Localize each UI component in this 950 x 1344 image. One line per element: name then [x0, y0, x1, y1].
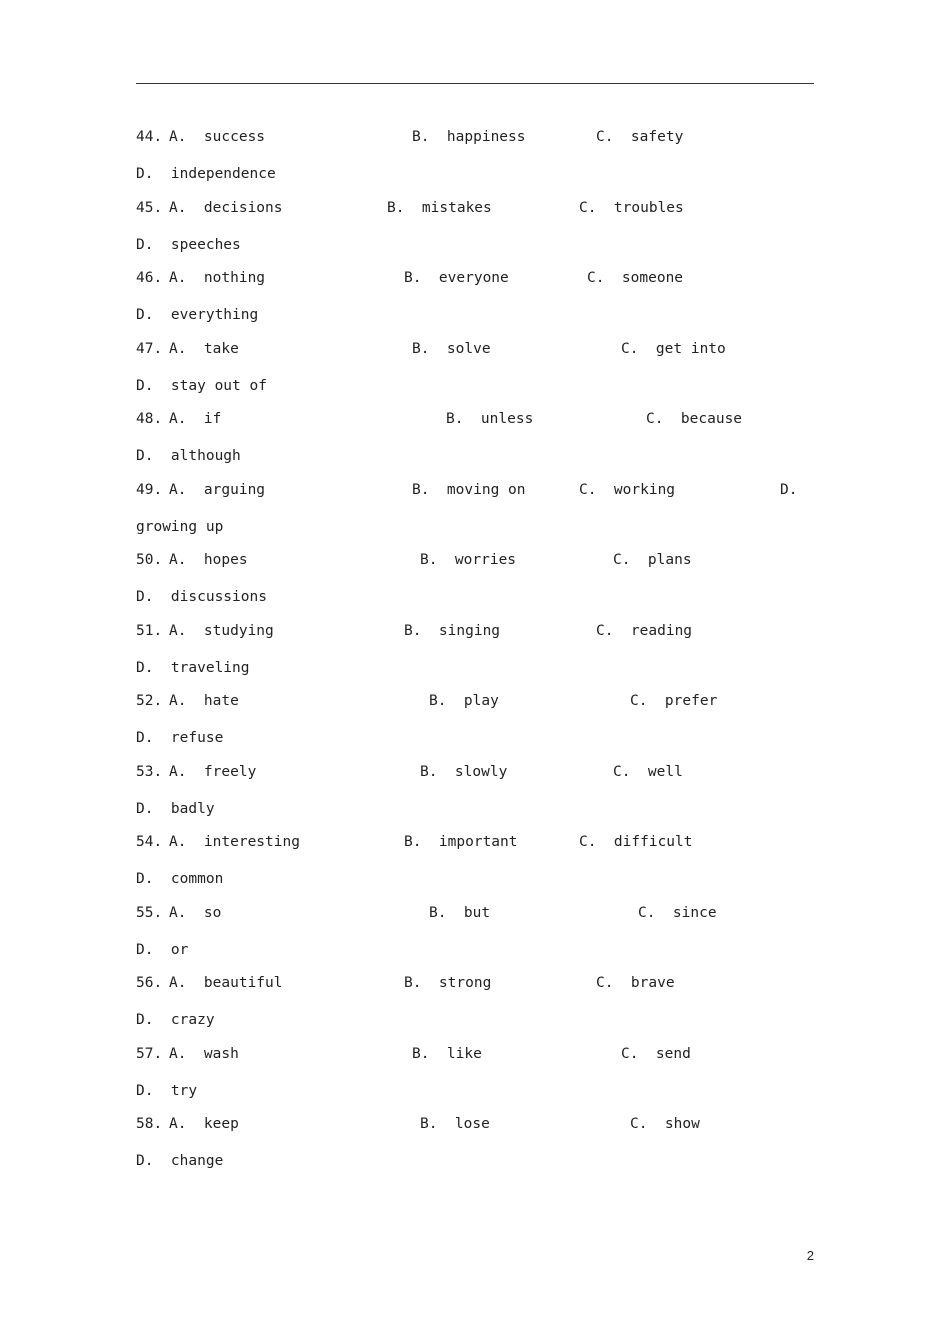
option-d: D. badly: [136, 800, 215, 817]
option-line: [136, 1080, 814, 1102]
option-d: D. independence: [136, 166, 276, 182]
option-line: [136, 939, 814, 961]
option-a: A. interesting: [169, 834, 300, 850]
option-c: C. get into: [621, 340, 726, 357]
option-c: C. working: [579, 481, 676, 498]
question-52: [136, 690, 814, 761]
option-b: B. lose: [420, 1116, 490, 1132]
question-46: [136, 267, 814, 338]
option-line: [136, 516, 814, 538]
question-line: [136, 902, 814, 924]
option-b: B. play: [429, 693, 499, 709]
option-line: [136, 234, 814, 256]
question-line: [136, 479, 814, 501]
option-b: B. moving on: [412, 481, 526, 498]
option-a: A. studying: [169, 622, 274, 639]
question-58: [136, 1113, 814, 1184]
option-a: A. beautiful: [169, 975, 283, 991]
question-line: [136, 1043, 814, 1065]
option-b: B. unless: [446, 411, 534, 427]
question-number: 46.: [136, 270, 163, 286]
question-47: [136, 338, 814, 409]
question-number: 47.: [136, 340, 163, 357]
option-c: C. since: [638, 904, 717, 921]
option-b: B. but: [429, 904, 491, 921]
option-a: A. so: [169, 904, 222, 921]
option-c: C. send: [621, 1045, 691, 1062]
question-line: [136, 197, 814, 219]
question-list: [136, 126, 814, 1184]
option-d: D. or: [136, 941, 189, 958]
question-line: [136, 549, 814, 571]
option-line: [136, 657, 814, 679]
option-c: C. show: [630, 1116, 700, 1132]
option-b: B. solve: [412, 340, 491, 357]
question-line: [136, 408, 814, 430]
option-a: A. wash: [169, 1045, 239, 1062]
question-45: [136, 197, 814, 268]
option-d-label: D.: [780, 481, 798, 498]
question-line: [136, 620, 814, 642]
option-b: B. singing: [404, 622, 501, 639]
option-line: [136, 304, 814, 326]
question-line: [136, 267, 814, 289]
question-number: 44.: [136, 129, 163, 145]
question-55: [136, 902, 814, 973]
option-line: [136, 1009, 814, 1031]
option-b: B. important: [404, 834, 518, 850]
option-line: [136, 727, 814, 749]
option-b: B. strong: [404, 975, 492, 991]
question-49: [136, 479, 814, 550]
option-b: B. worries: [420, 552, 517, 568]
question-line: [136, 690, 814, 712]
question-number: 56.: [136, 975, 163, 991]
question-50: [136, 549, 814, 620]
option-c: C. difficult: [579, 834, 693, 850]
option-c: C. someone: [587, 270, 684, 286]
option-d: D. although: [136, 448, 241, 464]
question-line: [136, 761, 814, 783]
option-d: D. traveling: [136, 659, 250, 676]
option-a: A. take: [169, 340, 239, 357]
question-number: 52.: [136, 693, 163, 709]
option-b: B. everyone: [404, 270, 509, 286]
option-d: D. crazy: [136, 1012, 215, 1028]
option-a: A. if: [169, 411, 222, 427]
option-d: D. common: [136, 871, 224, 887]
option-d: D. everything: [136, 307, 259, 323]
question-line: [136, 972, 814, 994]
question-44: [136, 126, 814, 197]
option-b: B. mistakes: [387, 199, 492, 216]
question-number: 51.: [136, 622, 163, 639]
question-number: 49.: [136, 481, 163, 498]
option-b: B. slowly: [420, 763, 508, 780]
page-number: 2: [806, 1248, 814, 1263]
option-d: D. try: [136, 1082, 198, 1099]
option-a: A. nothing: [169, 270, 266, 286]
option-a: A. freely: [169, 763, 257, 780]
option-d-text: growing up: [136, 518, 224, 535]
option-line: [136, 798, 814, 820]
question-line: [136, 338, 814, 360]
option-line: [136, 1150, 814, 1172]
question-51: [136, 620, 814, 691]
question-number: 45.: [136, 199, 163, 216]
option-d: D. stay out of: [136, 377, 267, 394]
option-c: C. troubles: [579, 199, 684, 216]
option-line: [136, 163, 814, 185]
question-line: [136, 126, 814, 148]
option-c: C. brave: [596, 975, 675, 991]
question-line: [136, 831, 814, 853]
question-number: 57.: [136, 1045, 163, 1062]
question-53: [136, 761, 814, 832]
option-d: D. speeches: [136, 236, 241, 253]
option-a: A. hate: [169, 693, 239, 709]
option-a: A. success: [169, 129, 266, 145]
option-line: [136, 868, 814, 890]
option-c: C. well: [613, 763, 683, 780]
question-56: [136, 972, 814, 1043]
question-number: 55.: [136, 904, 163, 921]
option-line: [136, 445, 814, 467]
option-d: D. refuse: [136, 730, 224, 746]
option-line: [136, 375, 814, 397]
option-a: A. decisions: [169, 199, 283, 216]
option-c: C. prefer: [630, 693, 718, 709]
option-b: B. like: [412, 1045, 482, 1062]
option-d: D. change: [136, 1153, 224, 1169]
option-c: C. because: [646, 411, 743, 427]
option-b: B. happiness: [412, 129, 526, 145]
question-number: 54.: [136, 834, 163, 850]
question-number: 48.: [136, 411, 163, 427]
option-c: C. plans: [613, 552, 692, 568]
question-57: [136, 1043, 814, 1114]
option-c: C. reading: [596, 622, 693, 639]
option-a: A. arguing: [169, 481, 266, 498]
question-line: [136, 1113, 814, 1135]
question-54: [136, 831, 814, 902]
question-number: 50.: [136, 552, 163, 568]
question-48: [136, 408, 814, 479]
option-a: A. keep: [169, 1116, 239, 1132]
option-c: C. safety: [596, 129, 684, 145]
option-a: A. hopes: [169, 552, 248, 568]
header-rule: [136, 83, 814, 84]
question-number: 53.: [136, 763, 163, 780]
option-d: D. discussions: [136, 589, 267, 605]
option-line: [136, 586, 814, 608]
question-number: 58.: [136, 1116, 163, 1132]
